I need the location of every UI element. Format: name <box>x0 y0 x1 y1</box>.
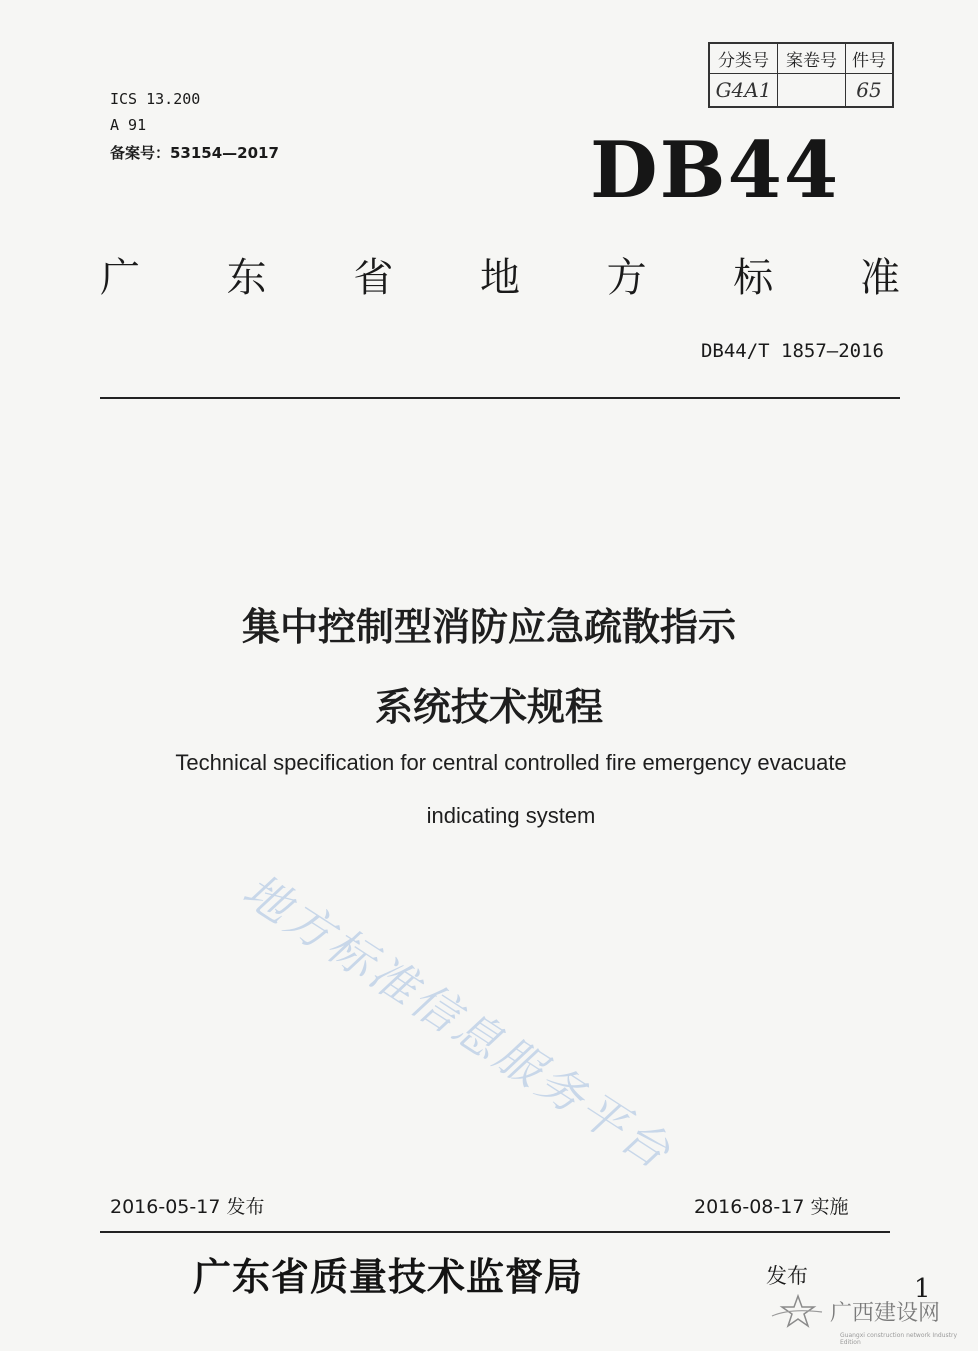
issuer-suffix: 发布 <box>766 1264 808 1288</box>
archive-stamp <box>708 42 894 108</box>
stamp-value-category: G4A1 <box>710 74 778 106</box>
implement-date: 2016-08-17 实施 <box>694 1196 849 1218</box>
watermark: 地方标准信息服务平台 <box>233 862 683 1181</box>
standard-number: DB44/T 1857—2016 <box>700 340 884 362</box>
logo-subtitle: Guangxi construction network Industry Edition <box>840 1332 958 1346</box>
standard-type-char: 标 <box>733 255 774 301</box>
stamp-header-file: 案卷号 <box>778 44 846 74</box>
stamp-header-item: 件号 <box>846 44 892 74</box>
record-number: 备案号：53154—2017 <box>110 144 279 162</box>
standard-type-char: 方 <box>606 255 647 301</box>
issuer-name: 广东省质量技术监督局 <box>193 1254 584 1299</box>
title-en-line1: Technical specification for central controlled fire emergency evacuate <box>175 750 847 775</box>
stamp-value-item: 65 <box>856 78 882 102</box>
stamp-header-category: 分类号 <box>710 44 778 74</box>
standard-type-char: 准 <box>859 255 900 301</box>
stamp-value-file <box>778 74 846 106</box>
standard-code-big: DB44 <box>590 125 841 216</box>
ccs-code: A 91 <box>110 116 147 134</box>
standard-type-char: 东 <box>226 255 267 301</box>
issue-date: 2016-05-17 发布 <box>110 1196 265 1218</box>
top-divider <box>100 397 900 399</box>
title-cn-line2: 系统技术规程 <box>374 685 603 729</box>
standard-type-char: 广 <box>100 255 140 301</box>
site-logo <box>770 1294 940 1328</box>
star-logo-icon <box>770 1294 826 1328</box>
ics-code: ICS 13.200 <box>110 90 201 108</box>
standard-type-char: 地 <box>479 255 520 301</box>
standard-type <box>100 246 900 303</box>
logo-text: 广西建设网 <box>830 1300 941 1326</box>
bottom-divider <box>100 1231 890 1233</box>
standard-type-char: 省 <box>353 255 394 301</box>
page-number: 1 <box>914 1274 931 1304</box>
title-cn-line1: 集中控制型消防应急疏散指示 <box>241 605 736 649</box>
title-en-line2: indicating system <box>426 803 596 828</box>
